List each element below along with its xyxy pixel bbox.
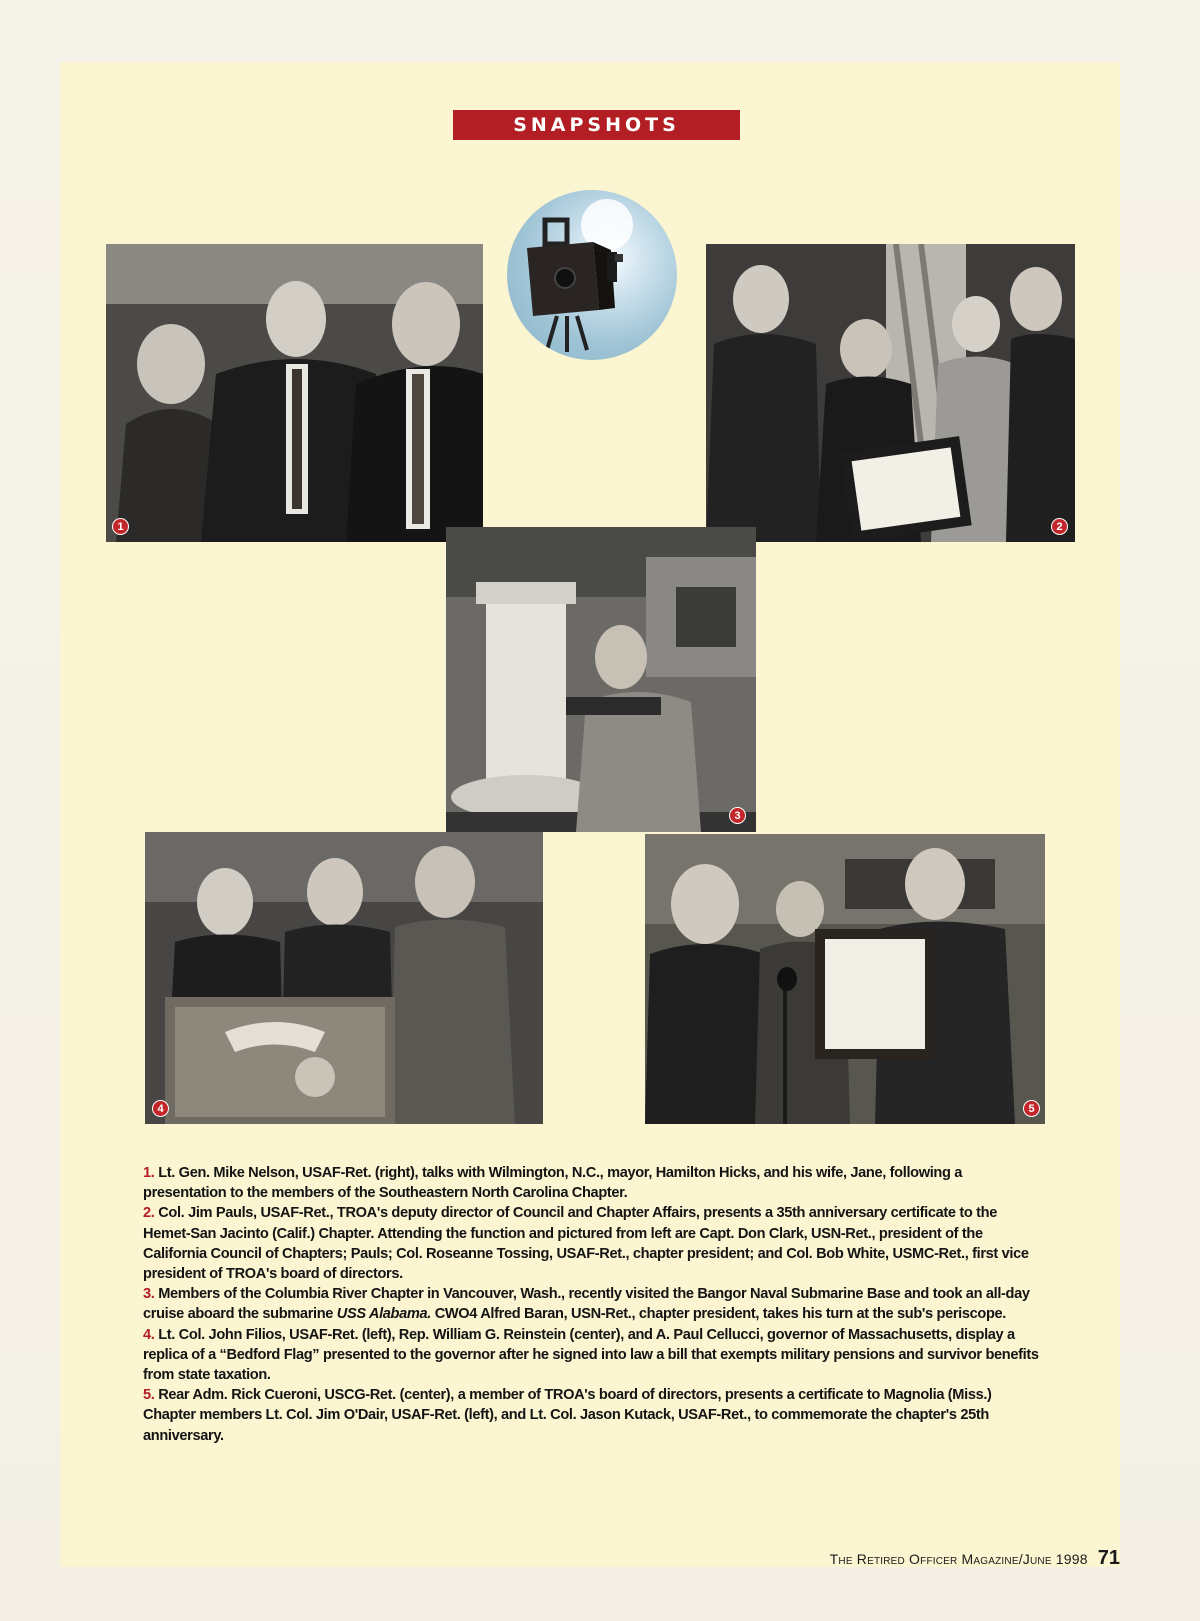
photo-flag-display — [145, 832, 543, 1124]
footer-title: The Retired Officer Magazine/June 1998 — [829, 1551, 1088, 1567]
caption-3 — [143, 1284, 1043, 1324]
caption-number: 3. — [143, 1286, 155, 1303]
photo-number-badge: 3 — [729, 807, 746, 824]
photo-3 — [446, 527, 756, 832]
photo-5 — [645, 834, 1045, 1124]
caption-1 — [143, 1163, 1043, 1203]
photo-2 — [706, 244, 1075, 542]
page-number: 71 — [1097, 1547, 1120, 1569]
section-header-label: SNAPSHOTS — [513, 114, 680, 136]
caption-4 — [143, 1325, 1043, 1386]
caption-text: Lt. Col. John Filios, USAF-Ret. (left), Rep. William G. Reinstein (center), and A. Paul Cellucci, governor of Massachusetts, display a replica of a “Bedford Flag” presented to the governor after he signed into law a bill that exempts military pensions and survivor benefits from state taxation. — [143, 1326, 1039, 1384]
caption-number: 2. — [143, 1205, 155, 1222]
caption-text: Col. Jim Pauls, USAF-Ret., TROA's deputy director of Council and Chapter Affairs, presents a 35th anniversary certificate to the Hemet-San Jacinto (Calif.) Chapter. Attending the function and pictured from left are Capt. Don Clark, USN-Ret., president of the California Council of Chapters; Pauls; Col. Roseanne Tossing, USAF-Ret., chapter president; and Col. Bob White, USMC-Ret., first vice president of TROA's board of directors. — [143, 1205, 1029, 1283]
caption-text: Rear Adm. Rick Cueroni, USCG-Ret. (center), a member of TROA's board of directors, presents a certificate to Magnolia (Miss.) Chapter members Lt. Col. Jim O'Dair, USAF-Ret. (left), and Lt. Col. Jason Kutack, USAF-Ret., to commemorate the chapter's 25th anniversary. — [143, 1387, 992, 1444]
caption-2 — [143, 1203, 1043, 1284]
photo-4 — [145, 832, 543, 1124]
caption-number: 1. — [143, 1165, 155, 1181]
photo-number-badge: 5 — [1023, 1100, 1040, 1117]
camera-icon — [507, 190, 677, 360]
caption-italic-text: USS Alabama. — [336, 1306, 431, 1323]
caption-text: Lt. Gen. Mike Nelson, USAF-Ret. (right), talks with Wilmington, N.C., mayor, Hamilton Hicks, and his wife, Jane, following a presentation to the members of the Southeastern North Carolina Chapter. — [143, 1165, 963, 1202]
captions-block — [143, 1163, 1043, 1446]
photo-submarine-periscope — [446, 527, 756, 832]
caption-5 — [143, 1385, 1043, 1446]
photo-number-badge: 1 — [112, 518, 129, 535]
photo-1 — [106, 244, 483, 542]
caption-number: 5. — [143, 1387, 155, 1404]
caption-number: 4. — [143, 1326, 155, 1343]
photo-number-badge: 2 — [1051, 518, 1068, 535]
page-footer — [820, 1547, 1120, 1570]
caption-text: CWO4 Alfred Baran, USN-Ret., chapter president, takes his turn at the sub's periscope. — [430, 1306, 1006, 1323]
section-header — [453, 110, 740, 140]
photo-certificate-presentation — [706, 244, 1075, 542]
photo-certificate-presentation — [645, 834, 1045, 1124]
photo-number-badge: 4 — [152, 1100, 169, 1117]
photo-group-three-people — [106, 244, 483, 542]
caption-text: Members of the Columbia River Chapter in Vancouver, Wash., recently visited the Bangor Naval Submarine Base and took an all-day cruise aboard the submarine — [143, 1286, 1030, 1323]
